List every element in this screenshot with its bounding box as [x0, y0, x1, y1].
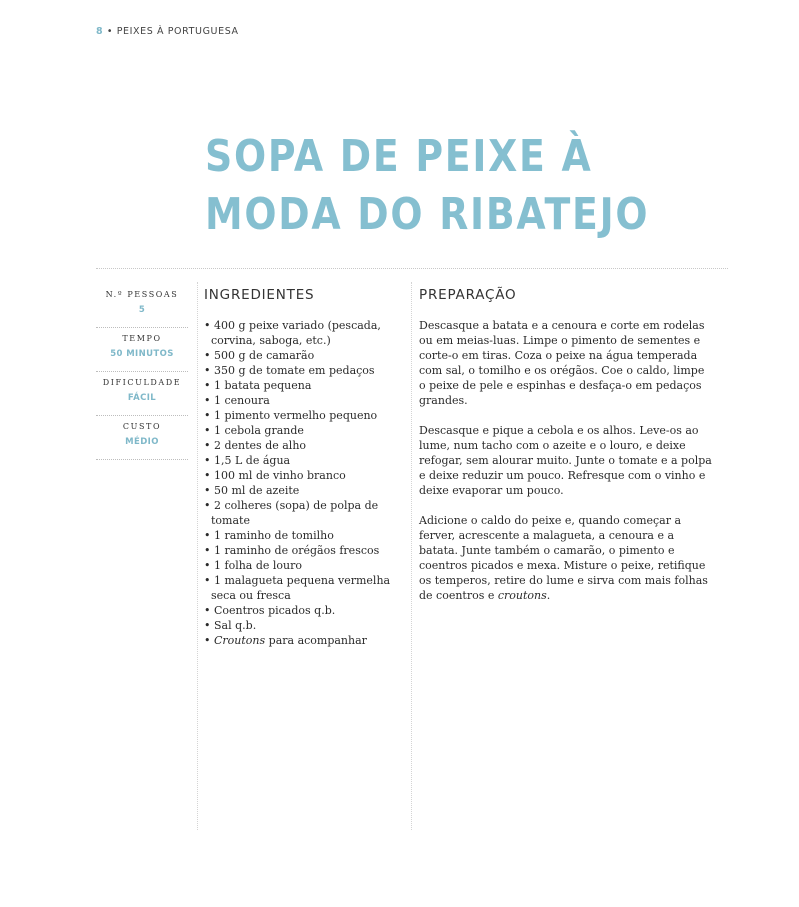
ingredient-item — [204, 528, 409, 543]
title-divider — [96, 268, 728, 269]
ingredient-text: 1 raminho de orégãos frescos — [214, 544, 380, 557]
ingredient-text: 1 folha de louro — [214, 559, 302, 572]
ingredient-item — [204, 483, 409, 498]
preparation-step-2: Descasque e pique a cebola e os alhos. Leve-os ao lume, num tacho com o azeite e o louro, e deixe refogar, sem alourar muito. Junte o tomate e a polpa e deixe reduzir um pouco. Refresque com o vinho e deixe evaporar um pouco. — [419, 424, 712, 497]
column-divider-left — [197, 282, 198, 830]
meta-value: FÁCIL — [127, 393, 157, 403]
preparation-text — [419, 318, 714, 618]
step-3-text: Adicione o caldo do peixe e, quando começar a ferver, acrescente a malagueta, a cenoura e a batata. Junte também o camarão, o pimento e coentros picados e mexa. Misture o peixe, retifique os temperos, retire do lume e sirva com mais folhas de coentros e — [419, 514, 708, 602]
ingredient-item — [204, 393, 409, 408]
ingredient-item — [204, 618, 409, 633]
ingredient-item — [204, 603, 409, 618]
ingredient-item — [204, 453, 409, 468]
preparation-step-1: Descasque a batata e a cenoura e corte em rodelas ou em meias-luas. Limpe o pimento de sementes e corte-o em tiras. Coza o peixe na água temperada com sal, o tomilho e os orégãos. Coe o caldo, limpe o peixe de pele e espinhas e desfaça-o em pedaços grandes. — [419, 319, 705, 407]
recipe-title-line-1: SOPA DE PEIXE À — [205, 131, 593, 182]
ingredients-heading: INGREDIENTES — [204, 287, 315, 303]
ingredient-text: 1 pimento vermelho pequeno — [214, 409, 378, 422]
ingredient-item — [204, 498, 409, 528]
ingredient-text: 400 g peixe variado (pescada, corvina, saboga, etc.) — [211, 319, 381, 347]
running-header — [96, 26, 239, 37]
ingredient-text: 1 malagueta pequena vermelha seca ou fresca — [211, 574, 391, 602]
recipe-title — [205, 128, 649, 244]
ingredient-text: Coentros picados q.b. — [214, 604, 336, 617]
ingredient-text: 2 dentes de alho — [214, 439, 307, 452]
ingredient-item — [204, 318, 409, 348]
ingredient-item — [204, 408, 409, 423]
meta-time — [96, 328, 188, 372]
ingredient-text: 1 cebola grande — [214, 424, 304, 437]
ingredient-item — [204, 363, 409, 378]
ingredients-list — [204, 318, 409, 648]
step-3-end: . — [546, 589, 551, 602]
meta-label: N.º PESSOAS — [105, 290, 179, 299]
section-name: PEIXES À PORTUGUESA — [116, 26, 239, 37]
meta-label: CUSTO — [122, 422, 162, 431]
ingredient-italic: Croutons — [214, 634, 266, 647]
meta-cost — [96, 416, 188, 460]
ingredient-item — [204, 633, 409, 648]
ingredient-item — [204, 468, 409, 483]
ingredient-item — [204, 438, 409, 453]
ingredient-item — [204, 348, 409, 363]
recipe-meta — [96, 284, 188, 460]
meta-label: TEMPO — [122, 334, 162, 343]
ingredient-text: 350 g de tomate em pedaços — [214, 364, 375, 377]
meta-value: MÉDIO — [125, 437, 159, 447]
ingredient-text: 1 cenoura — [214, 394, 270, 407]
page-number: 8 — [96, 26, 104, 37]
recipe-title-line-2: MODA DO RIBATEJO — [205, 189, 650, 240]
preparation-heading: PREPARAÇÃO — [419, 287, 517, 303]
ingredient-text: 1 batata pequena — [214, 379, 312, 392]
meta-servings — [96, 284, 188, 328]
ingredient-text: 1,5 L de água — [214, 454, 291, 467]
ingredient-item — [204, 543, 409, 558]
ingredient-text: 2 colheres (sopa) de polpa de tomate — [211, 499, 379, 527]
ingredient-text: 500 g de camarão — [214, 349, 315, 362]
ingredient-item — [204, 423, 409, 438]
step-3-italic: croutons — [497, 589, 547, 602]
ingredient-text: 1 raminho de tomilho — [214, 529, 334, 542]
ingredient-text: 50 ml de azeite — [214, 484, 300, 497]
ingredient-text: 100 ml de vinho branco — [214, 469, 346, 482]
ingredient-item — [204, 573, 409, 603]
ingredient-item — [204, 558, 409, 573]
meta-difficulty — [96, 372, 188, 416]
ingredient-text: para acompanhar — [265, 634, 367, 647]
column-divider-right — [411, 282, 412, 830]
meta-value: 50 MINUTOS — [110, 349, 174, 359]
ingredient-item — [204, 378, 409, 393]
header-separator: • — [106, 26, 114, 37]
preparation-step-3 — [419, 513, 714, 603]
meta-value: 5 — [138, 305, 146, 315]
ingredient-text: Sal q.b. — [214, 619, 257, 632]
meta-label: DIFICULDADE — [102, 378, 182, 387]
